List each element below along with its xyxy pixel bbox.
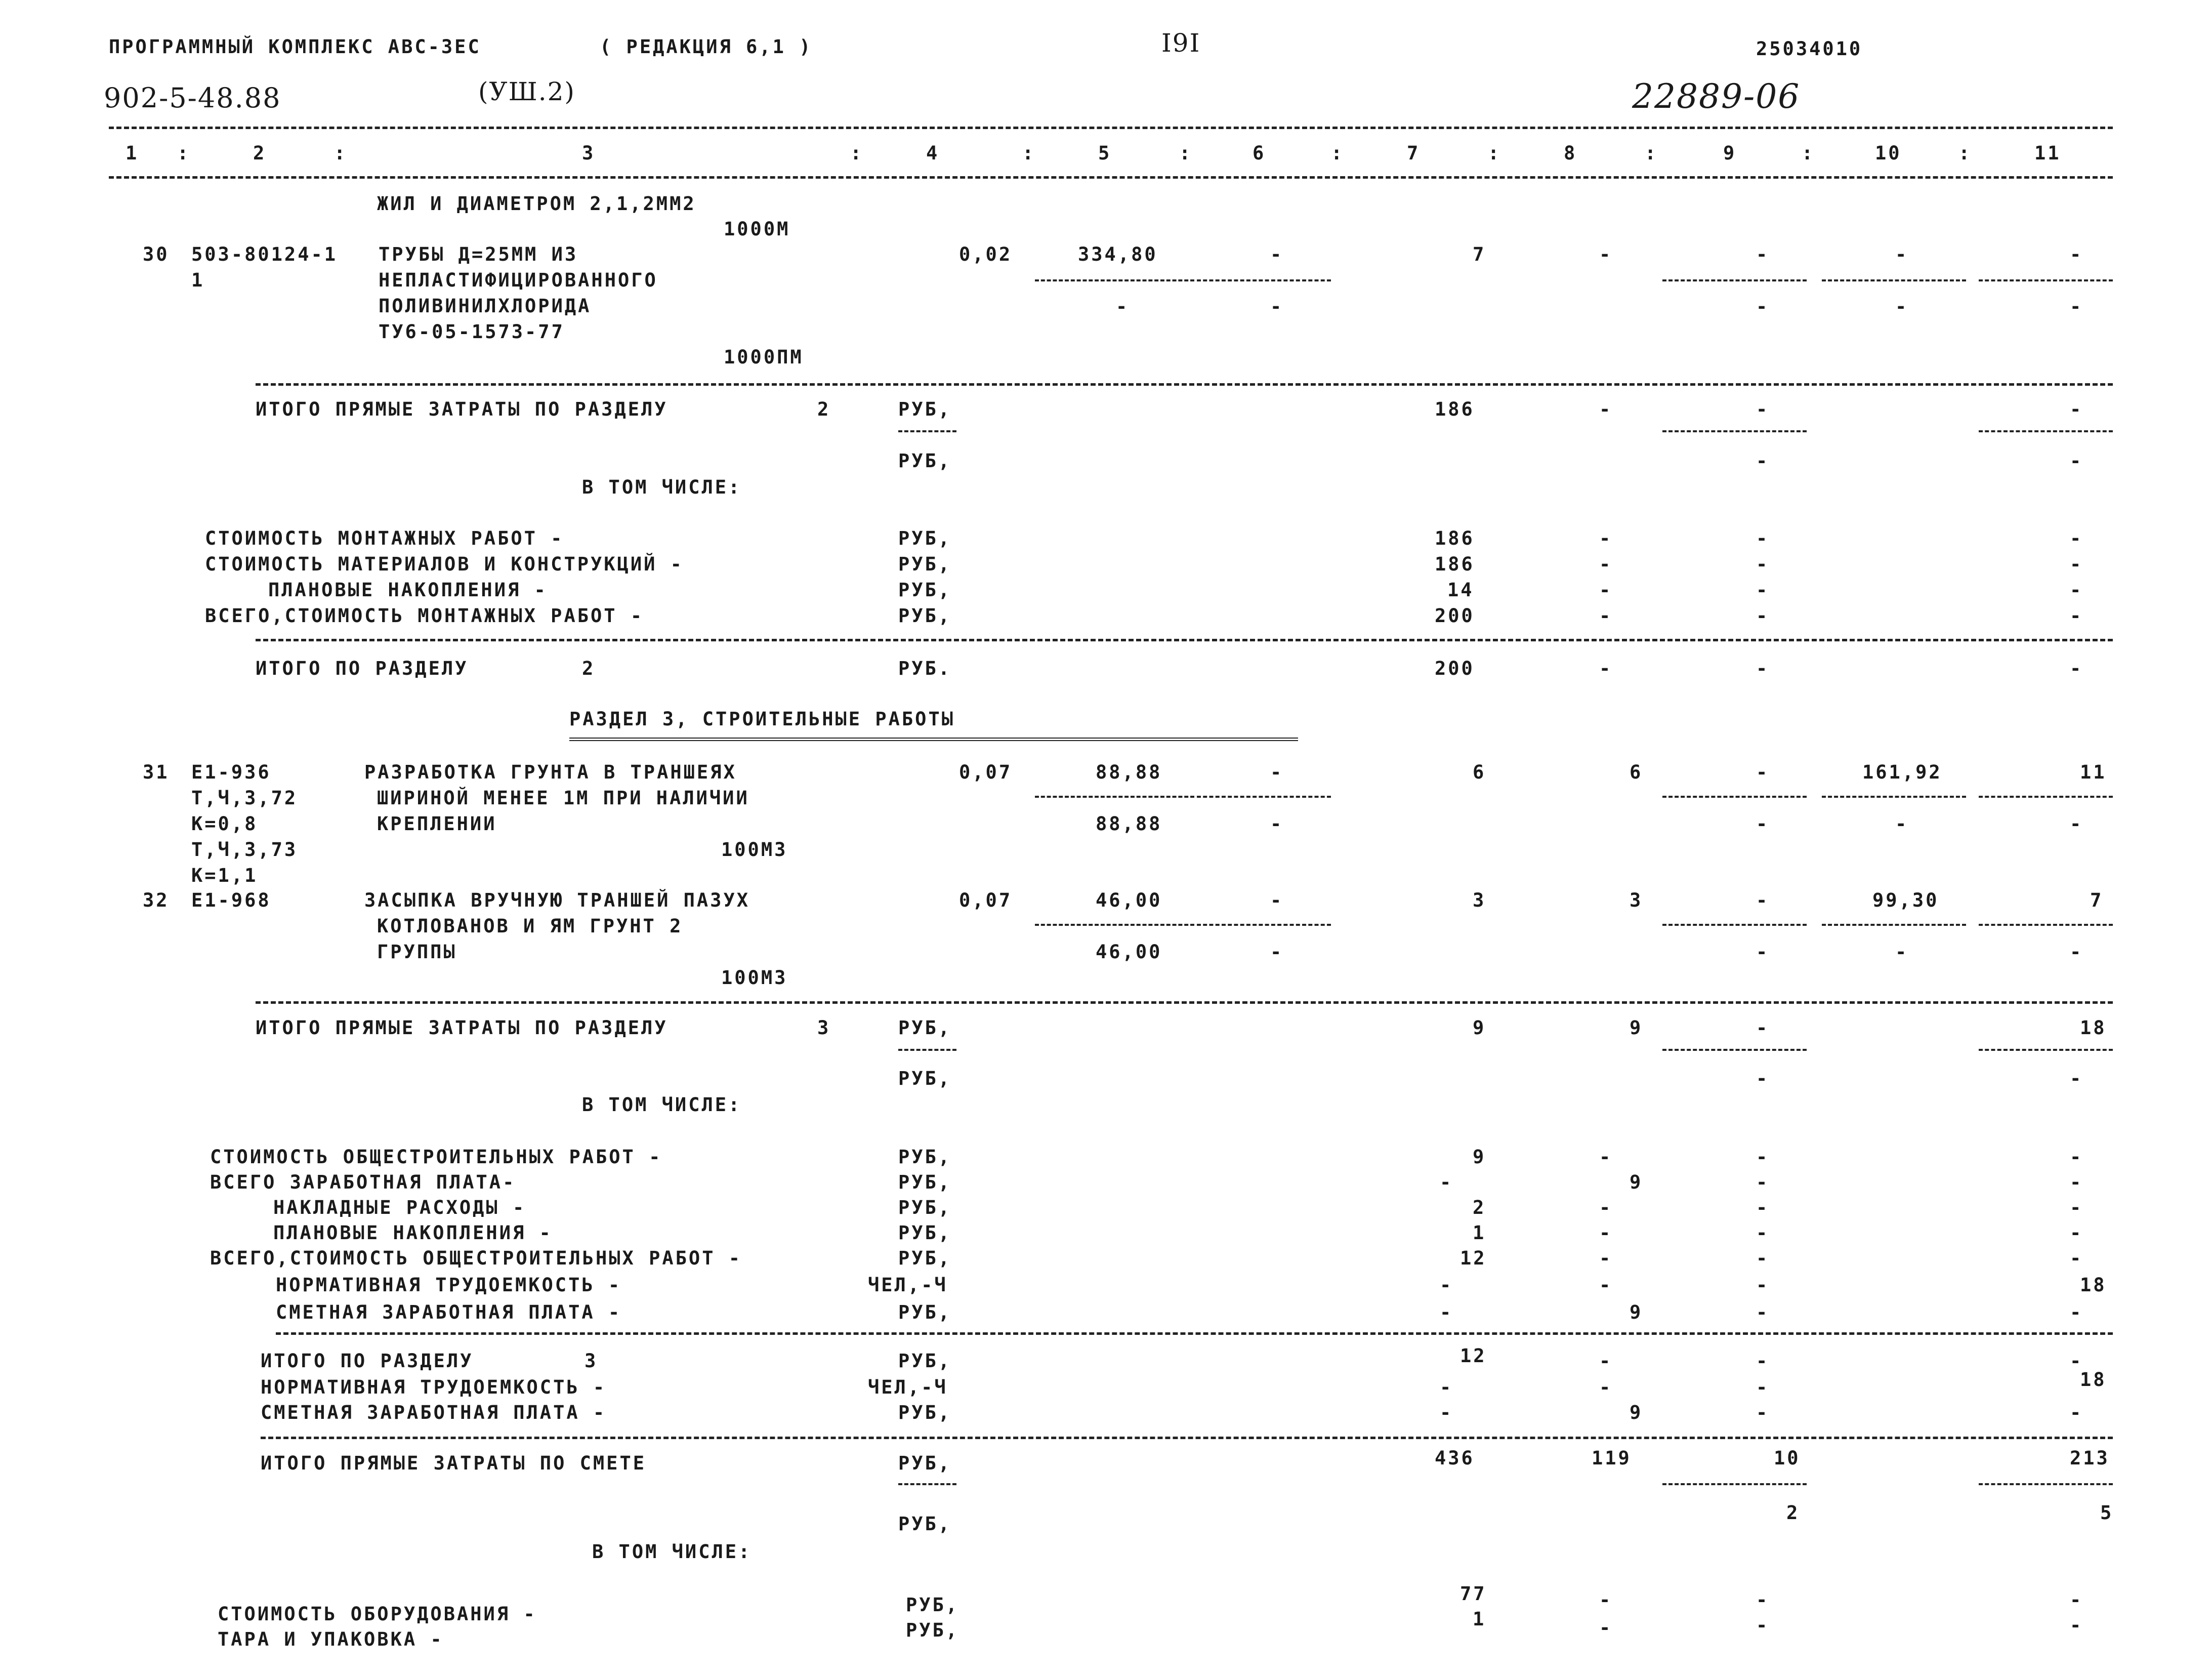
row-desc: ТРУБЫ Д=25ММ ИЗ	[379, 243, 578, 265]
cont-desc: ЖИЛ И ДИАМЕТРОМ 2,1,2ММ2	[377, 193, 696, 215]
total-c7: 186	[1435, 398, 1475, 420]
col-1: 1	[126, 142, 139, 164]
col-11: 11	[2034, 142, 2061, 164]
including-label: В ТОМ ЧИСЛЕ:	[592, 1541, 752, 1563]
row-c10: -	[1895, 243, 1909, 265]
unit-rub: РУБ,	[898, 450, 952, 472]
row-unit: 1000ПМ	[724, 346, 804, 368]
row-price-b: -	[1116, 296, 1130, 317]
section-title: РАЗДЕЛ 3, СТРОИТЕЛЬНЫЕ РАБОТЫ	[569, 708, 955, 730]
row-code-suffix: 1	[191, 269, 205, 291]
volume-label: (УШ.2)	[478, 77, 575, 106]
row-number: 30	[143, 243, 170, 265]
row-c11: -	[2070, 243, 2083, 265]
col-6: 6	[1253, 142, 1266, 164]
row-c7: 7	[1473, 243, 1486, 265]
row-desc: ПОЛИВИНИЛХЛОРИДА	[379, 295, 592, 317]
row-c6: -	[1270, 243, 1284, 265]
col-8: 8	[1564, 142, 1577, 164]
program-title: ПРОГРАММНЫЙ КОМПЛЕКС АВС-ЗЕС	[109, 36, 481, 58]
row-c10-b: -	[1895, 296, 1909, 317]
inventory-number: 22889-06	[1632, 77, 1801, 116]
col-7: 7	[1407, 142, 1421, 164]
section-total-label: ИТОГО ПРЯМЫЕ ЗАТРАТЫ ПО РАЗДЕЛУ	[256, 398, 668, 420]
col-3: 3	[582, 142, 596, 164]
row-c11-b: -	[2070, 296, 2083, 317]
total-c8: -	[1599, 398, 1613, 420]
including-label: В ТОМ ЧИСЛЕ:	[582, 1094, 742, 1116]
total-c11-b: -	[2070, 450, 2083, 472]
row-qty: 0,02	[959, 243, 1013, 265]
section-total-label: ИТОГО ПРЯМЫЕ ЗАТРАТЫ ПО РАЗДЕЛУ	[256, 1017, 668, 1039]
col-4: 4	[926, 142, 940, 164]
row-c9: -	[1756, 243, 1770, 265]
row-c9-b: -	[1756, 296, 1770, 317]
page-number: I9I	[1161, 28, 1201, 58]
row-desc: ТУ6-05-1573-77	[379, 321, 565, 343]
total-c11: -	[2070, 398, 2083, 420]
col-10: 10	[1875, 142, 1902, 164]
section-final-label: ИТОГО ПО РАЗДЕЛУ	[256, 658, 469, 679]
unit-rub: РУБ,	[898, 398, 952, 420]
row-desc: НЕПЛАСТИФИЦИРОВАННОГО	[379, 269, 658, 291]
including-label: В ТОМ ЧИСЛЕ:	[582, 476, 742, 498]
section-number: 2	[817, 398, 831, 420]
col-9: 9	[1723, 142, 1737, 164]
estimate-total-label: ИТОГО ПРЯМЫЕ ЗАТРАТЫ ПО СМЕТЕ	[261, 1452, 647, 1474]
header-rule-top	[109, 127, 2113, 129]
section-final-c7: 200	[1435, 658, 1475, 679]
row-c8: -	[1599, 243, 1613, 265]
col-5: 5	[1098, 142, 1112, 164]
row-code: 503-80124-1	[191, 243, 338, 265]
doc-code: 25034010	[1756, 38, 1863, 60]
header-rule-bottom	[109, 176, 2113, 179]
edition-label: ( РЕДАКЦИЯ 6,1 )	[600, 36, 813, 58]
cont-unit: 1000М	[724, 218, 790, 240]
row-c6-b: -	[1270, 296, 1284, 317]
row-price: 334,80	[1078, 243, 1158, 265]
total-c9: -	[1756, 398, 1770, 420]
total-c9-b: -	[1756, 450, 1770, 472]
project-number: 902-5-48.88	[104, 82, 281, 114]
col-2: 2	[253, 142, 267, 164]
